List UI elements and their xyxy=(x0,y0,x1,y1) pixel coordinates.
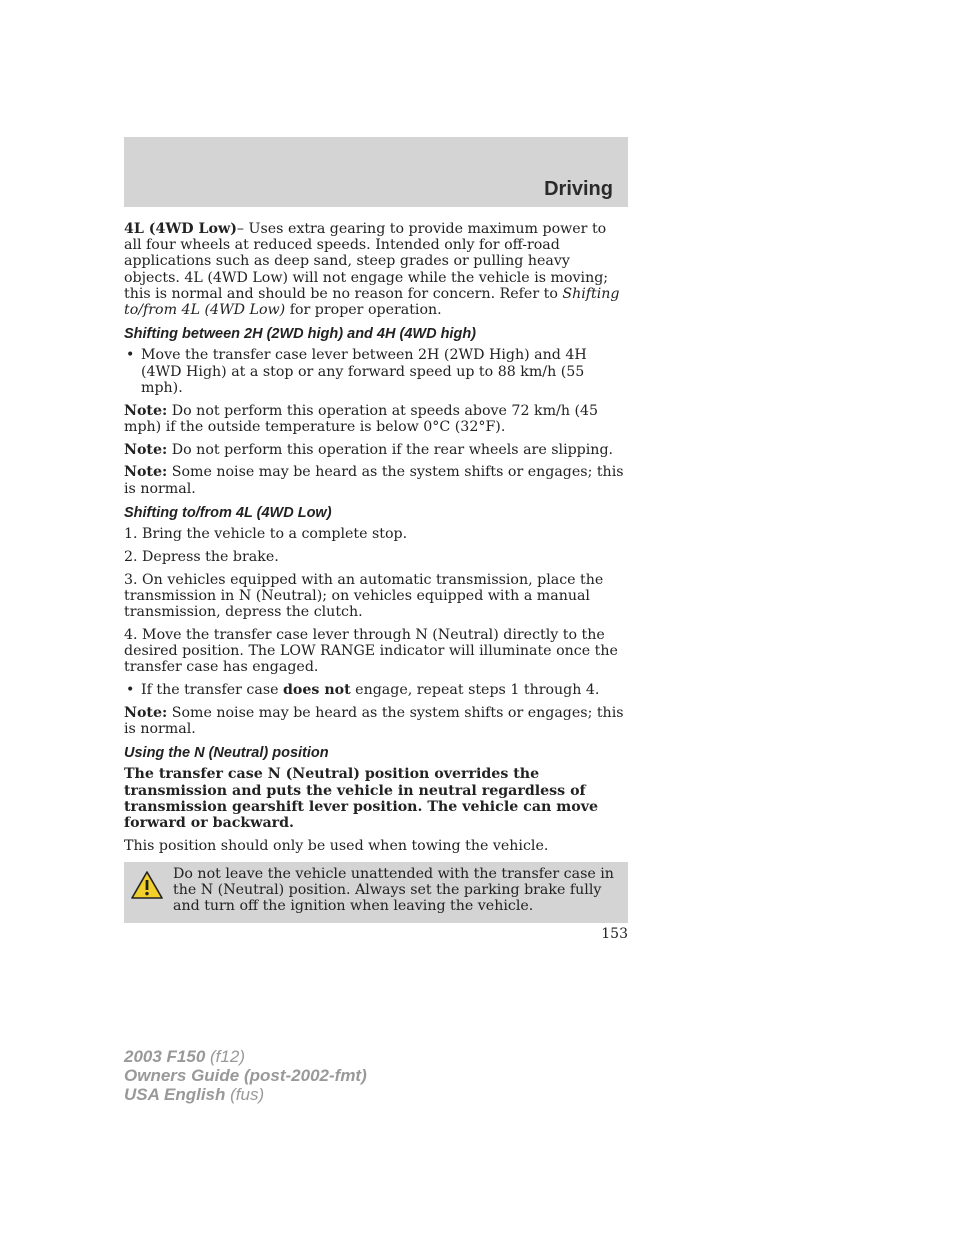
note-text: Do not perform this operation at speeds above 72 km/h (45 mph) if the outside temperature is below 0°C (32°F). xyxy=(124,402,599,435)
section-header-band xyxy=(124,137,628,207)
heading-neutral: Using the N (Neutral) position xyxy=(124,745,329,762)
document-footer xyxy=(124,1047,367,1104)
warning-text: Do not leave the vehicle unattended with the transfer case in the N (Neutral) position. Always set the parking brake fully and turn off the ignition when leaving the vehicle. xyxy=(173,866,614,915)
neutral-bold-paragraph: The transfer case N (Neutral) position overrides the transmission and puts the vehicle in neutral regardless of transmission gearshift lever position. The vehicle can move forward or backward. xyxy=(124,766,599,832)
section-title: Driving xyxy=(544,178,613,200)
footer-language: USA English xyxy=(124,1085,226,1104)
note xyxy=(124,403,628,435)
intro-text-end: for proper operation. xyxy=(285,302,442,319)
warning-triangle-icon xyxy=(130,870,164,900)
bullet-item xyxy=(124,682,628,698)
bullet-text-end: engage, repeat steps 1 through 4. xyxy=(350,682,600,699)
bullet-text: If the transfer case xyxy=(141,682,283,699)
bullet-emphasis: does not xyxy=(283,682,351,699)
footer-model: 2003 F150 xyxy=(124,1047,206,1066)
heading-2h-4h: Shifting between 2H (2WD high) and 4H (4WD high) xyxy=(124,326,477,343)
bullet-icon: • xyxy=(126,347,135,364)
bullet-text: Move the transfer case lever between 2H (2WD High) and 4H (4WD High) at a stop or any forward speed up to 88 km/h (55 mph). xyxy=(141,347,587,396)
note-label: Note: xyxy=(124,464,168,481)
footer-guide: Owners Guide (post-2002-fmt) xyxy=(124,1066,367,1085)
note-label: Note: xyxy=(124,704,168,721)
note-label: Note: xyxy=(124,402,168,419)
page-number: 153 xyxy=(601,926,628,942)
intro-reference: Shifting to/from 4L (4WD Low) xyxy=(124,285,620,319)
intro-paragraph xyxy=(124,221,628,318)
heading-4l: Shifting to/from 4L (4WD Low) xyxy=(124,504,332,521)
page-content xyxy=(124,221,628,923)
step-item: 1. Bring the vehicle to a complete stop. xyxy=(124,526,408,543)
warning-box xyxy=(124,862,628,923)
note-text: Some noise may be heard as the system shifts or engages; this is normal. xyxy=(124,464,624,497)
note-text: Do not perform this operation if the rear wheels are slipping. xyxy=(167,441,614,458)
footer-line-model xyxy=(124,1047,367,1066)
step-item: 3. On vehicles equipped with an automatic transmission, place the transmission in N (Neutral); on vehicles equipped with a manual transmission, depress the clutch. xyxy=(124,571,604,621)
note-label: Note: xyxy=(124,441,168,458)
bullet-item xyxy=(124,347,628,396)
bullet-icon: • xyxy=(126,682,135,699)
step-item: 4. Move the transfer case lever through N (Neutral) directly to the desired position. The LOW RANGE indicator will illuminate once the transfer case has engaged. xyxy=(124,626,618,676)
note xyxy=(124,464,628,496)
intro-text: – Uses extra gearing to provide maximum power to all four wheels at reduced speeds. Intended only for off-road applications such as deep sand, steep grades or pulling heavy objects. 4L (4WD Low) will not engage while the vehicle is moving; this is normal and should be no reason for concern. Refer to xyxy=(124,221,609,302)
note xyxy=(124,442,628,458)
step-item: 2. Depress the brake. xyxy=(124,548,279,565)
footer-line-language xyxy=(124,1085,367,1104)
neutral-paragraph: This position should only be used when towing the vehicle. xyxy=(124,837,549,854)
intro-term: 4L (4WD Low) xyxy=(124,221,237,237)
note-text: Some noise may be heard as the system shifts or engages; this is normal. xyxy=(124,704,624,738)
footer-language-code: (fus) xyxy=(225,1085,265,1104)
footer-model-code: (f12) xyxy=(205,1047,245,1066)
note xyxy=(124,705,628,737)
